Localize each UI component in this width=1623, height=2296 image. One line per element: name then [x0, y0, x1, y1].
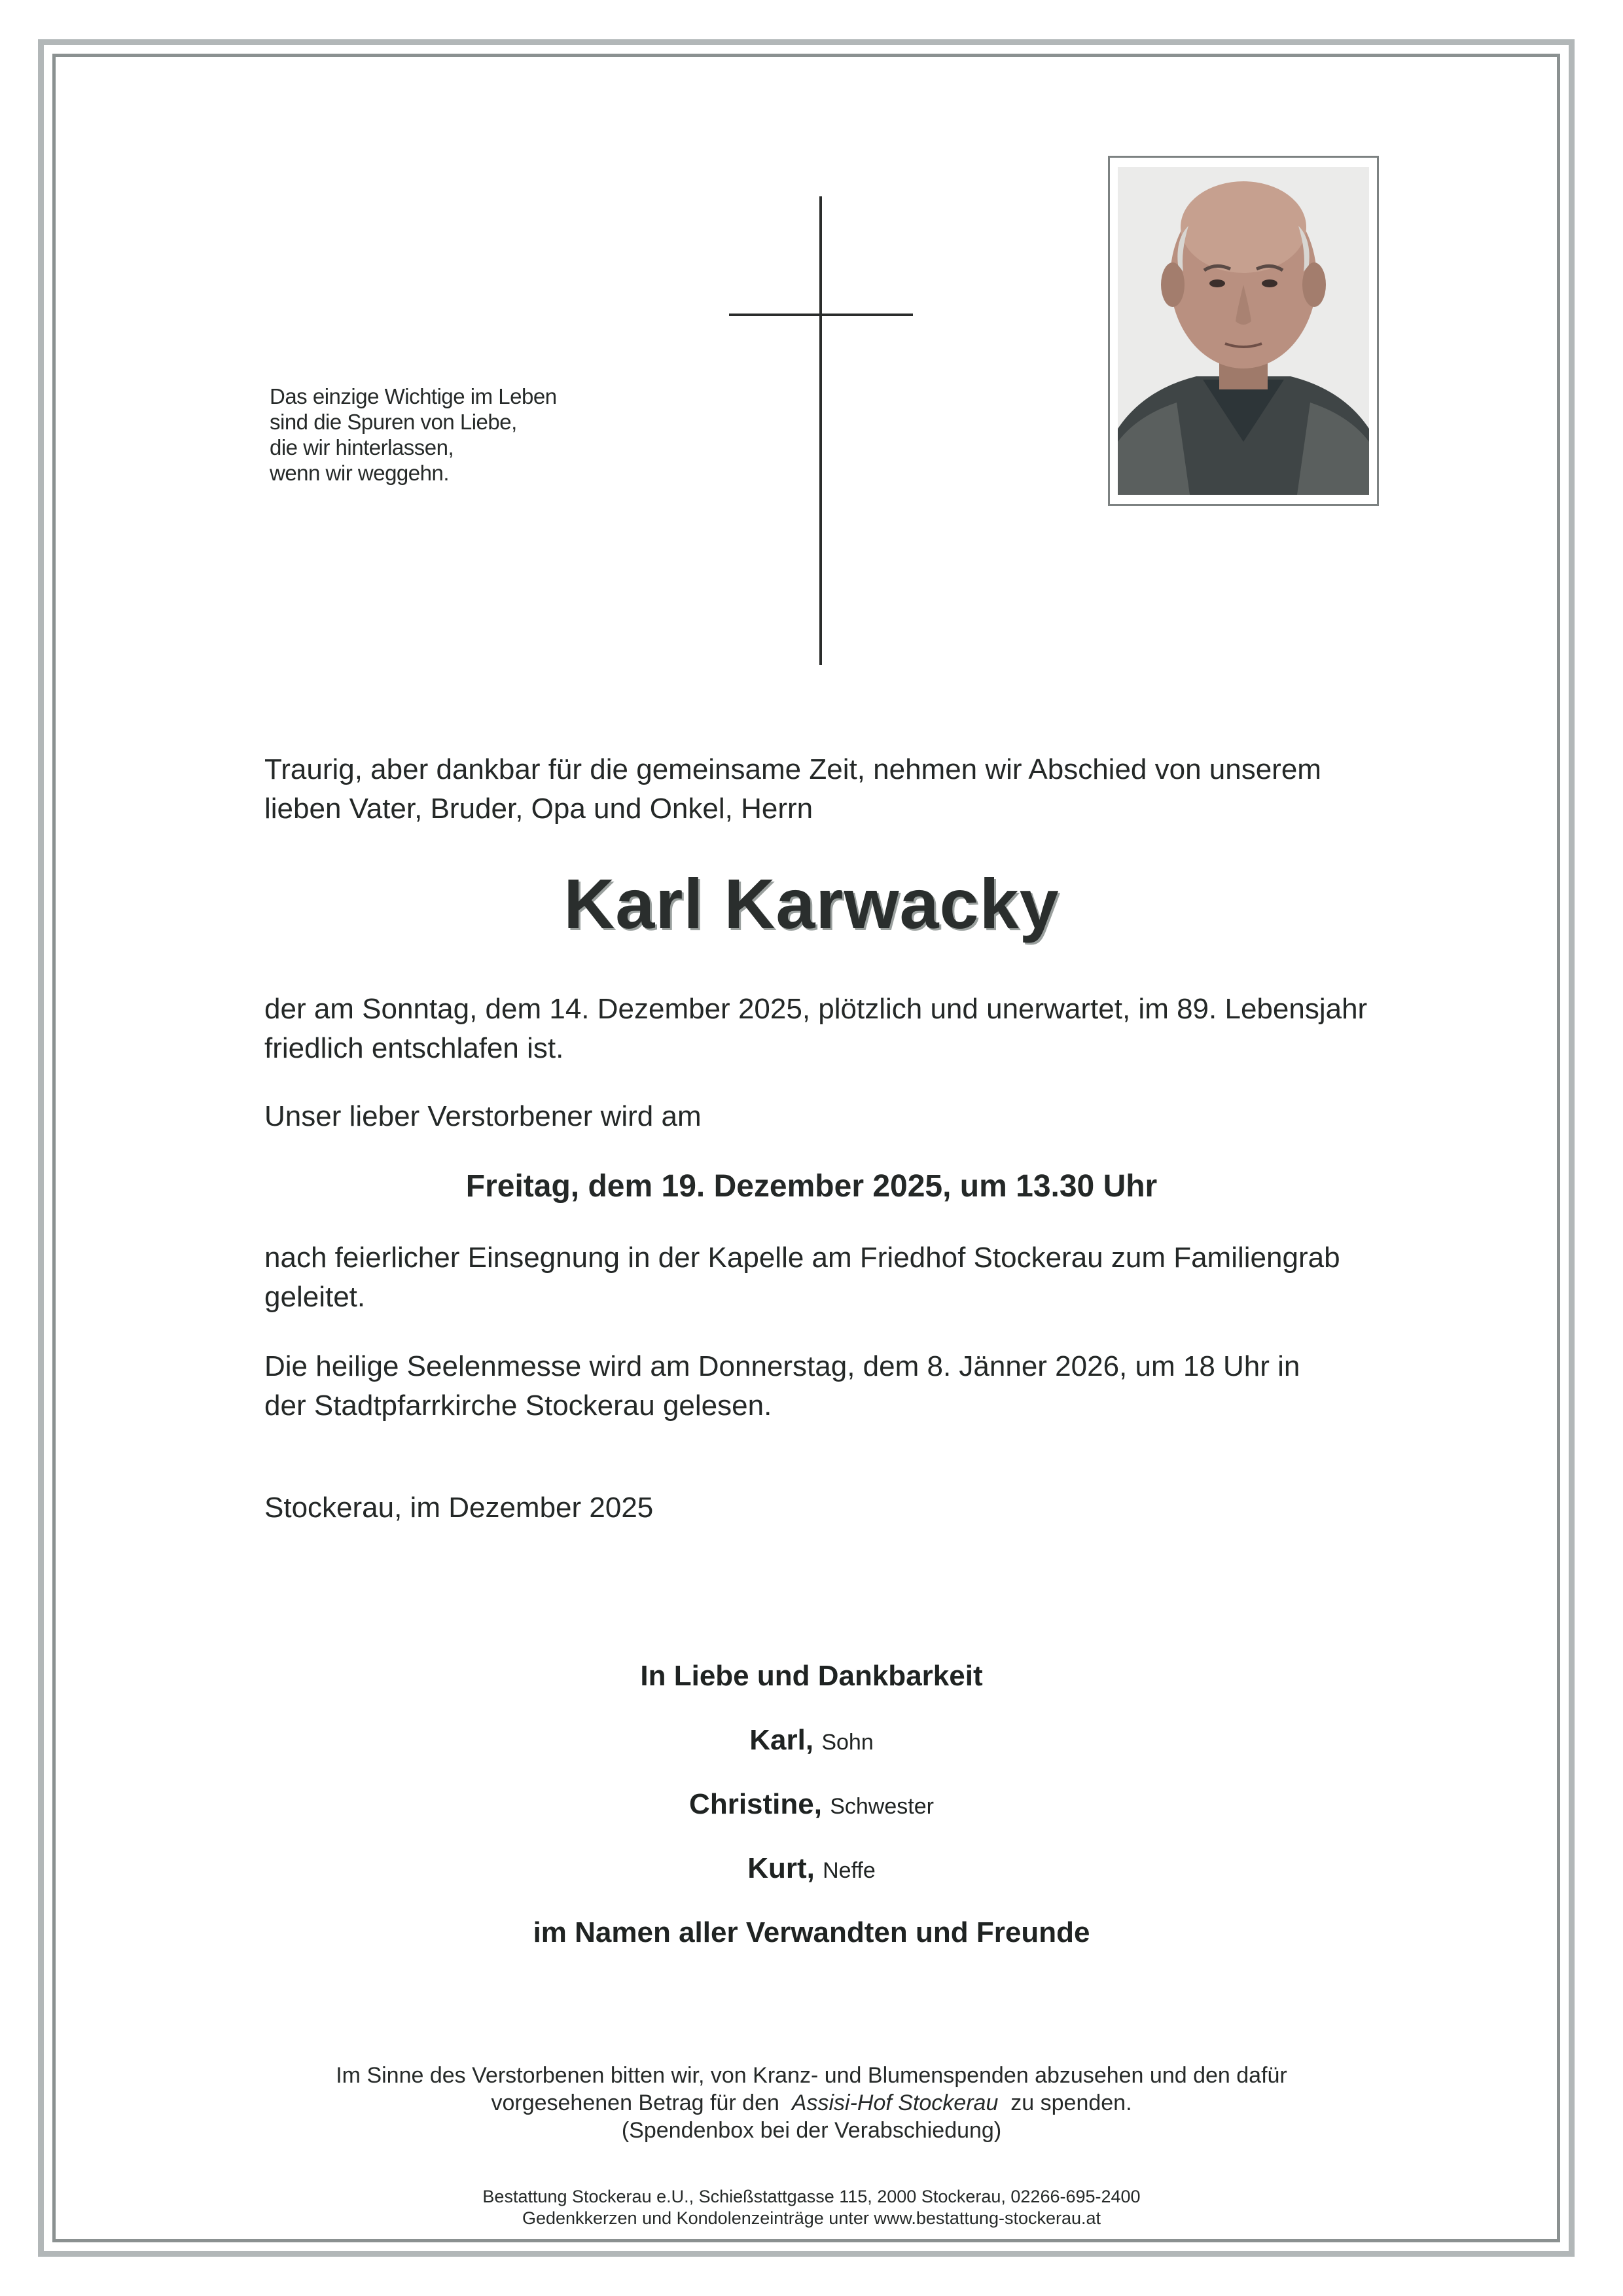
donation-text: zu spenden. — [1010, 2090, 1132, 2115]
mourner-son — [0, 1724, 1623, 1757]
mass-line: der Stadtpfarrkirche Stockerau gelesen. — [264, 1390, 772, 1422]
death-line: der am Sonntag, dem 14. Dezember 2025, plötzlich und unerwartet, im 89. Lebensjahr — [264, 993, 1368, 1025]
portrait-frame — [1108, 156, 1379, 506]
signature-closing: im Namen aller Verwandten und Freunde — [533, 1916, 1090, 1948]
donation-line — [0, 2089, 1623, 2117]
mourner-name: Kurt, — [747, 1852, 815, 1884]
donation-line: (Spendenbox bei der Verabschiedung) — [621, 2118, 1002, 2143]
funeral-home-footer — [0, 2186, 1623, 2229]
mourner-nephew — [0, 1852, 1623, 1885]
funeral-date: Freitag, dem 19. Dezember 2025, um 13.30 Uhr — [465, 1169, 1158, 1204]
intro-line: Traurig, aber dankbar für die gemeinsame Zeit, nehmen wir Abschied von unserem — [264, 753, 1321, 785]
donation-organization: Assisi-Hof Stockerau — [791, 2090, 999, 2115]
memorial-quote — [270, 384, 557, 486]
footer-website: Gedenkkerzen und Kondolenzeinträge unter www.bestattung-stockerau.at — [522, 2208, 1101, 2228]
mourner-name: Christine, — [689, 1788, 822, 1820]
mourner-name: Karl, — [749, 1724, 814, 1756]
intro-paragraph — [264, 750, 1377, 829]
death-paragraph — [264, 990, 1377, 1068]
footer-address: Bestattung Stockerau e.U., Schießstattgasse 115, 2000 Stockerau, 02266-695-2400 — [482, 2187, 1141, 2206]
mourner-relation: Neffe — [823, 1858, 876, 1883]
quote-line: die wir hinterlassen, — [270, 435, 454, 459]
mourner-relation: Sohn — [821, 1730, 874, 1755]
intro-line: lieben Vater, Bruder, Opa und Onkel, Herrn — [264, 793, 813, 825]
donation-text: vorgesehenen Betrag für den — [491, 2090, 779, 2115]
quote-line: wenn wir weggehn. — [270, 461, 449, 485]
quote-line: Das einzige Wichtige im Leben — [270, 384, 557, 408]
funeral-place-paragraph — [264, 1238, 1377, 1317]
donation-note — [0, 2062, 1623, 2144]
death-line: friedlich entschlafen ist. — [264, 1032, 564, 1064]
mourner-sister — [0, 1788, 1623, 1821]
deceased-name: Karl Karwacky — [563, 864, 1060, 943]
funeral-intro: Unser lieber Verstorbener wird am — [264, 1100, 702, 1132]
portrait-photo — [1118, 167, 1369, 495]
quote-line: sind die Spuren von Liebe, — [270, 410, 517, 434]
cross-icon-vertical — [819, 196, 822, 665]
cross-icon-horizontal — [729, 314, 913, 316]
funeral-place-line: geleitet. — [264, 1281, 366, 1313]
place-date: Stockerau, im Dezember 2025 — [264, 1492, 654, 1524]
mourner-relation: Schwester — [830, 1794, 934, 1819]
signature-opening: In Liebe und Dankbarkeit — [640, 1660, 983, 1692]
mass-line: Die heilige Seelenmesse wird am Donnerstag, dem 8. Jänner 2026, um 18 Uhr in — [264, 1350, 1300, 1382]
funeral-place-line: nach feierlicher Einsegnung in der Kapelle am Friedhof Stockerau zum Familiengrab — [264, 1242, 1340, 1274]
donation-line: Im Sinne des Verstorbenen bitten wir, von Kranz- und Blumenspenden abzusehen und den dafür — [336, 2063, 1287, 2088]
mass-paragraph — [264, 1347, 1377, 1426]
